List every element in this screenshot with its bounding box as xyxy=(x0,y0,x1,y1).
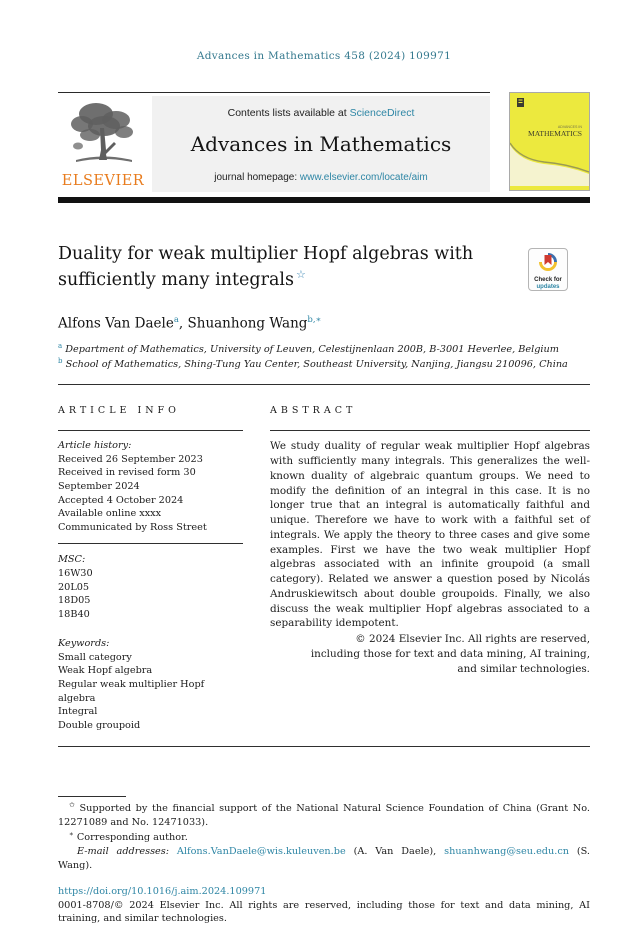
contents-prefix: Contents lists available at xyxy=(227,107,350,119)
article-history xyxy=(58,439,243,534)
abstract-column xyxy=(270,405,590,732)
affiliation-a-text: Department of Mathematics, University of Leuven, Celestijnenlaan 200B, B-3001 Heverlee, Belgium xyxy=(62,344,559,356)
sciencedirect-link[interactable]: ScienceDirect xyxy=(349,107,415,119)
check-for-updates-icon xyxy=(537,251,559,273)
email-link-vandaele[interactable]: Alfons.VanDaele@wis.kuleuven.be xyxy=(176,846,346,858)
email-link-wang[interactable]: shuanhwang@seu.edu.cn xyxy=(444,846,569,858)
article-first-page xyxy=(58,0,590,926)
column-gutter xyxy=(243,405,270,732)
keywords-block xyxy=(58,637,243,732)
issn-copyright-line: 0001-8708/© 2024 Elsevier Inc. All rights are reserved, including those for text and data mining, AI training, and similar technologies. xyxy=(58,899,590,925)
msc-item: 18D05 xyxy=(58,595,91,607)
article-info-heading: ARTICLE INFO xyxy=(58,405,180,417)
msc-block xyxy=(58,553,243,621)
email1-suffix: (A. Van Daele), xyxy=(345,846,445,858)
abstract-heading: ABSTRACT xyxy=(270,405,357,417)
corresponding-author-footnote xyxy=(58,830,590,845)
author-2: Shuanhong Wang xyxy=(187,315,308,332)
article-info-column xyxy=(58,405,243,732)
email-label: E-mail addresses: xyxy=(77,846,177,858)
title-footnote-star: ☆ xyxy=(295,268,306,282)
body-bottom-divider xyxy=(58,746,590,747)
affiliation-a-marker: a xyxy=(58,342,63,351)
author-2-affmark: b,∗ xyxy=(307,314,322,325)
journal-cover-art xyxy=(510,93,589,186)
contents-line xyxy=(152,107,490,119)
keyword-item: Integral xyxy=(58,706,98,718)
keyword-item: Double groupoid xyxy=(58,719,141,731)
header-divider xyxy=(58,384,590,385)
footnote-divider xyxy=(58,796,126,797)
badge-line1: Check for xyxy=(534,277,562,283)
affiliation-b xyxy=(58,357,590,372)
info-abstract-columns xyxy=(58,405,590,732)
history-item: Received in revised form 30 September 2024 xyxy=(58,467,196,493)
banner-black-bar xyxy=(58,197,590,203)
journal-banner xyxy=(58,92,590,192)
banner-main xyxy=(58,92,490,192)
corresponding-marker: ∗ xyxy=(69,830,74,839)
corresponding-text: Corresponding author. xyxy=(73,832,188,844)
history-item: Communicated by Ross Street xyxy=(58,521,207,533)
elsevier-wordmark: ELSEVIER xyxy=(61,173,145,189)
msc-item: 16W30 xyxy=(58,567,93,579)
email2-suffix: (S. Wang). xyxy=(58,846,591,871)
affiliation-a xyxy=(58,342,590,357)
cover-title-text: MATHEMATICS xyxy=(527,129,582,138)
article-title-text: Duality for weak multiplier Hopf algebras with sufficiently many integrals xyxy=(58,244,474,291)
article-info-rule xyxy=(58,430,243,431)
history-item: Received 26 September 2023 xyxy=(58,453,203,465)
doi-link[interactable]: https://doi.org/10.1016/j.aim.2024.109971 xyxy=(58,885,267,897)
keyword-item: Regular weak multiplier Hopf algebra xyxy=(58,678,205,704)
msc-item: 18B40 xyxy=(58,608,90,620)
check-for-updates-badge[interactable] xyxy=(528,248,568,291)
article-title xyxy=(58,242,528,294)
journal-cover-thumbnail xyxy=(509,92,590,191)
abstract-text: We study duality of regular weak multiplier Hopf algebras with sufficiently many integrals. This generalizes the well-known duality of algebraic quantum groups. We need to modify the definition of an integral in this case. It is no longer true that an integral is automatically faithful and unique. Therefore we have to work with a faithful set of integrals. We apply the theory to three cases and give some examples. First we have the two weak multiplier Hopf algebras associated with an infinite groupoid (a small category). Related we answer a question posed by Nicolás Andruskiewitsch about double groupoids. Finally, we also discuss the weak multiplier Hopf algebras associated to a separability idempotent. xyxy=(270,440,590,630)
funding-footnote xyxy=(58,801,590,830)
msc-label: MSC: xyxy=(58,554,86,566)
article-history-label: Article history: xyxy=(58,440,132,452)
affiliation-b-text: School of Mathematics, Shing-Tung Yau Center, Southeast University, Nanjing, Jiangsu 210096, China xyxy=(62,358,568,370)
history-msc-divider xyxy=(58,543,243,544)
badge-line2: updates xyxy=(536,283,560,290)
keyword-item: Small category xyxy=(58,651,132,663)
history-item: Accepted 4 October 2024 xyxy=(58,494,184,506)
doi-line xyxy=(58,886,590,897)
elsevier-logo xyxy=(58,96,152,192)
homepage-label: journal homepage: xyxy=(214,172,300,183)
affiliations xyxy=(58,342,590,371)
funding-footnote-text: Supported by the financial support of the National Natural Science Foundation of China (Grant No. 12271089 and No. 12471033). xyxy=(58,803,590,829)
elsevier-tree-icon xyxy=(66,98,140,172)
banner-center-panel xyxy=(152,96,490,192)
history-item: Available online xxxx xyxy=(58,508,162,520)
keyword-item: Weak Hopf algebra xyxy=(58,665,153,677)
footnotes xyxy=(58,801,590,872)
author-1-affmark: a xyxy=(173,314,179,325)
abstract-copyright: © 2024 Elsevier Inc. All rights are reserved, including those for text and data mining, AI training, and similar technologies. xyxy=(310,633,590,675)
running-head: Advances in Mathematics 458 (2024) 109971 xyxy=(196,50,452,62)
title-block xyxy=(58,242,590,294)
funding-footnote-marker: ✩ xyxy=(69,801,75,810)
cover-title-small-text: ADVANCES IN xyxy=(557,125,582,129)
spacer xyxy=(58,621,243,637)
author-line xyxy=(58,315,590,332)
journal-name: Advances in Mathematics xyxy=(190,132,452,156)
keywords-label: Keywords: xyxy=(58,638,110,650)
homepage-link[interactable]: www.elsevier.com/locate/aim xyxy=(299,172,428,183)
abstract-rule xyxy=(270,430,590,431)
msc-item: 20L05 xyxy=(58,581,90,593)
author-1: Alfons Van Daele xyxy=(58,315,174,332)
homepage-line xyxy=(152,172,490,183)
author-separator: , xyxy=(178,315,188,332)
affiliation-b-marker: b xyxy=(58,356,63,365)
email-footnote xyxy=(58,845,590,873)
